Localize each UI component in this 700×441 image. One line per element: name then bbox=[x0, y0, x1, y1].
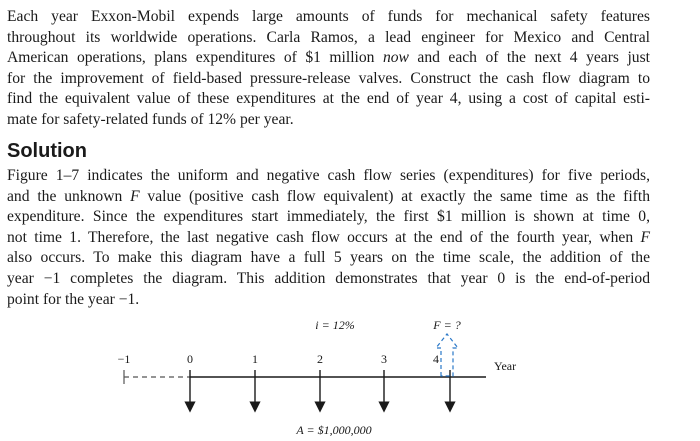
solution-line: not time 1. Therefore, the last negative cash flow occurs at the end of the fourth year, when F bbox=[7, 228, 650, 246]
future-value-arrow bbox=[436, 334, 458, 376]
solution-line: Figure 1–7 indicates the uniform and negative cash flow series (expenditures) for five periods, bbox=[7, 167, 650, 184]
solution-heading: Solution bbox=[7, 140, 87, 162]
cash-flow-diagram bbox=[0, 312, 700, 441]
solution-line: point for the year −1. bbox=[7, 290, 140, 308]
solution-line: year −1 completes the diagram. This addition demonstrates that year 0 is the end-of-period bbox=[7, 269, 650, 287]
tick-label: 1 bbox=[252, 352, 258, 366]
interest-rate-label: i = 12% bbox=[315, 318, 355, 332]
solution-line: also occurs. To make this diagram have a full 5 years on the time scale, the addition of the bbox=[7, 249, 650, 267]
problem-line: throughout its worldwide operations. Carla Ramos, a lead engineer for Mexico and Central bbox=[7, 28, 650, 46]
problem-statement bbox=[7, 7, 650, 131]
tick-label: 0 bbox=[187, 352, 193, 366]
problem-line: find the equivalent value of these expenditures at the end of year 4, using a cost of capital esti- bbox=[7, 90, 650, 108]
solution-text bbox=[7, 166, 650, 310]
annuity-label: A = $1,000,000 bbox=[296, 423, 372, 437]
solution-line: expenditure. Since the expenditures start immediately, the first $1 million is shown at time 0, bbox=[7, 208, 650, 226]
problem-line: for the improvement of field-based pressure-release valves. Construct the cash flow diagram to bbox=[7, 69, 650, 87]
tick-label: 2 bbox=[317, 352, 323, 366]
solution-line: and the unknown F value (positive cash flow equivalent) at exactly the same time as the fifth bbox=[7, 187, 651, 205]
tick-label: 3 bbox=[381, 352, 387, 366]
axis-label-year: Year bbox=[494, 359, 517, 373]
tick-label: −1 bbox=[117, 352, 131, 366]
problem-line: American operations, plans expenditures of $1 million now and each of the next 4 years just bbox=[7, 49, 650, 67]
tick-label: 4 bbox=[433, 352, 439, 366]
future-value-label: F = ? bbox=[433, 318, 461, 332]
problem-line: Each year Exxon-Mobil expends large amounts of funds for mechanical safety features bbox=[7, 8, 650, 25]
problem-line: mate for safety-related funds of 12% per year. bbox=[7, 110, 294, 128]
